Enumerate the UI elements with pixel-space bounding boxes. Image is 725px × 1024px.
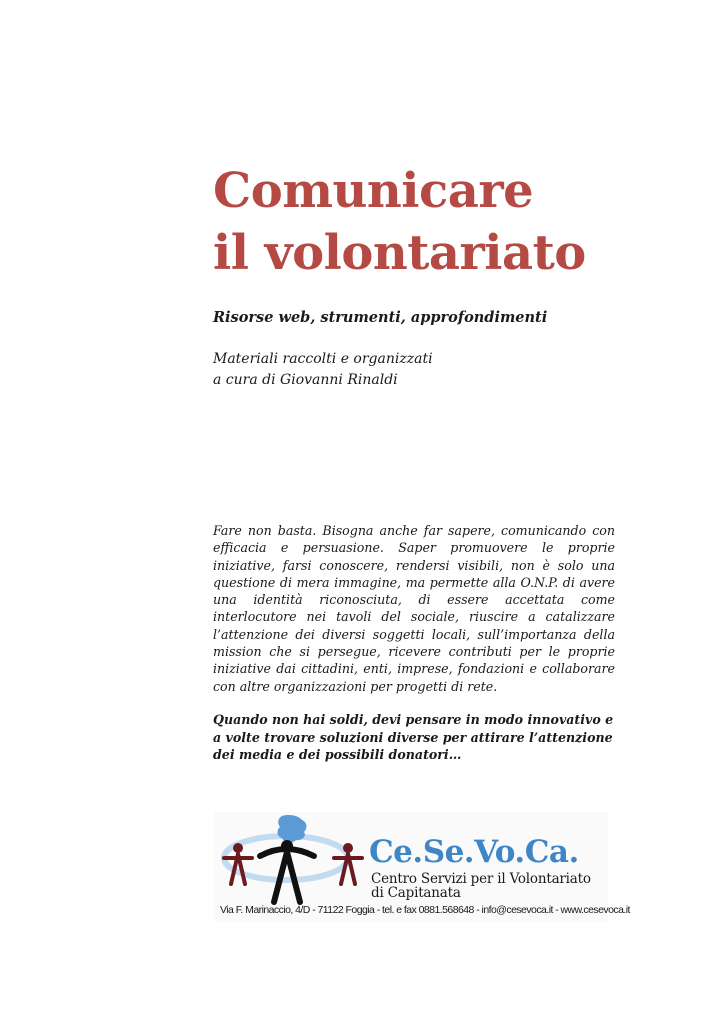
logo-name: Ce.Se.Vo.Ca. — [369, 834, 579, 870]
credits-line-1: Materiali raccolti e organizzati — [213, 351, 433, 367]
logo-tagline-line-1: Centro Servizi per il Volontariato — [371, 871, 591, 887]
logo-tagline-line-2: di Capitanata — [371, 885, 461, 901]
volunteers-figure-icon — [214, 812, 374, 907]
credits-line-2: a cura di Giovanni Rinaldi — [213, 372, 398, 388]
document-subtitle: Risorse web, strumenti, approfondimenti — [213, 309, 548, 326]
title-line-1: Comunicare — [213, 163, 534, 219]
contact-address: Via F. Marinaccio, 4/D - 71122 Foggia - tel. e fax 0881.568648 - info@cesevoca.it - www.cesevoca.it — [220, 904, 630, 916]
credits — [213, 349, 433, 391]
document-title — [213, 160, 586, 284]
emphasis-paragraph: Quando non hai soldi, devi pensare in modo innovativo e a volte trovare soluzioni diverse per attirare l’attenzione dei media e dei possibili donatori… — [213, 712, 614, 762]
cesevoca-logo — [214, 812, 630, 922]
title-line-2: il volontariato — [213, 225, 586, 281]
intro-paragraph: Fare non basta. Bisogna anche far sapere, comunicando con efficacia e persuasione. Saper promuovere le proprie iniziative, farsi conoscere, rendersi visibili, non è solo una questione di mera immagine, ma permette alla O.N.P. di avere una identità riconosciuta, di essere accettata come interlocutore nei tavoli del sociale, riuscire a catalizzare l’attenzione dei diversi soggetti locali, sull’importanza della mission che si persegue, ricevere contributi per le proprie iniziative dai cittadini, enti, imprese, fondazioni e collaborare con altre organizzazioni per progetti di rete. — [213, 523, 615, 694]
